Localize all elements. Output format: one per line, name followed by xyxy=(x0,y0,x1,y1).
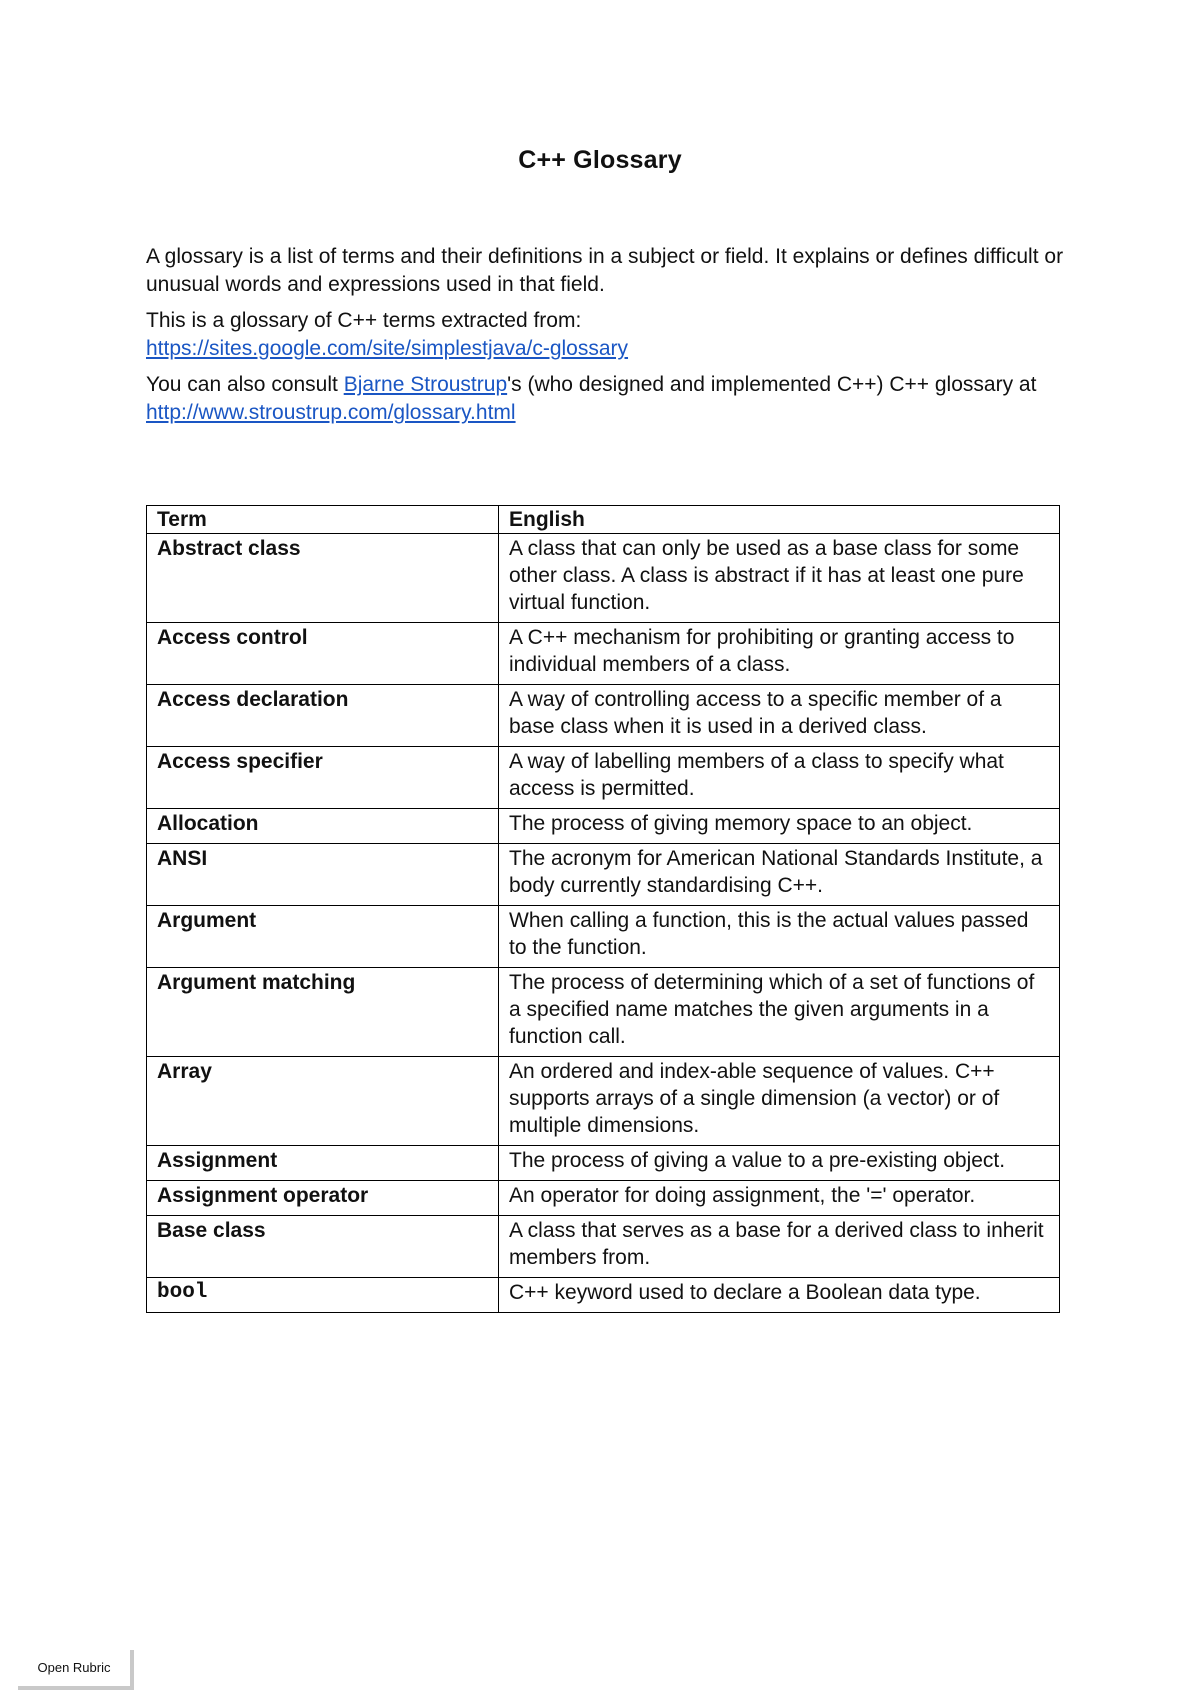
table-row xyxy=(147,1146,1060,1181)
intro-paragraph-source xyxy=(146,307,1066,363)
consult-text-middle: 's (who designed and implemented C++) C++ glossary at xyxy=(507,373,1037,396)
definition-cell: A class that can only be used as a base class for some other class. A class is abstract if it has at least one pure virtual function. xyxy=(499,534,1060,623)
definition-cell: A C++ mechanism for prohibiting or granting access to individual members of a class. xyxy=(499,623,1060,685)
table-row xyxy=(147,968,1060,1057)
table-row xyxy=(147,747,1060,809)
table-row xyxy=(147,1057,1060,1146)
definition-cell: An ordered and index-able sequence of values. C++ supports arrays of a single dimension (a vector) or of multiple dimensions. xyxy=(499,1057,1060,1146)
term-cell: Access specifier xyxy=(147,747,499,809)
intro-paragraph-consult xyxy=(146,371,1066,427)
definition-cell: A way of controlling access to a specific member of a base class when it is used in a derived class. xyxy=(499,685,1060,747)
table-row xyxy=(147,534,1060,623)
open-rubric-button[interactable]: Open Rubric xyxy=(18,1650,134,1690)
table-row xyxy=(147,1278,1060,1313)
term-cell: Allocation xyxy=(147,809,499,844)
glossary-body xyxy=(147,534,1060,1313)
table-header-row xyxy=(147,506,1060,534)
header-term: Term xyxy=(147,506,499,534)
definition-cell: An operator for doing assignment, the '=' operator. xyxy=(499,1181,1060,1216)
term-cell: ANSI xyxy=(147,844,499,906)
definition-cell: The process of determining which of a set of functions of a specified name matches the given arguments in a function call. xyxy=(499,968,1060,1057)
term-cell: Access control xyxy=(147,623,499,685)
table-row xyxy=(147,685,1060,747)
definition-cell: C++ keyword used to declare a Boolean data type. xyxy=(499,1278,1060,1313)
definition-cell: The process of giving memory space to an object. xyxy=(499,809,1060,844)
table-row xyxy=(147,1181,1060,1216)
page-title: C++ Glossary xyxy=(518,146,682,174)
table-row xyxy=(147,844,1060,906)
intro-section xyxy=(146,243,1066,435)
definition-cell: A way of labelling members of a class to specify what access is permitted. xyxy=(499,747,1060,809)
term-cell: Array xyxy=(147,1057,499,1146)
table-row xyxy=(147,1216,1060,1278)
source-text: This is a glossary of C++ terms extracted from: xyxy=(146,309,582,332)
glossary-table xyxy=(146,505,1060,1313)
term-cell: Argument xyxy=(147,906,499,968)
header-english: English xyxy=(499,506,1060,534)
term-cell: Base class xyxy=(147,1216,499,1278)
stroustrup-link[interactable]: Bjarne Stroustrup xyxy=(343,373,508,396)
definition-cell: The acronym for American National Standards Institute, a body currently standardising C++. xyxy=(499,844,1060,906)
stroustrup-glossary-link[interactable]: http://www.stroustrup.com/glossary.html xyxy=(146,401,516,424)
term-cell: Argument matching xyxy=(147,968,499,1057)
definition-cell: When calling a function, this is the actual values passed to the function. xyxy=(499,906,1060,968)
term-cell: Access declaration xyxy=(147,685,499,747)
definition-cell: The process of giving a value to a pre-existing object. xyxy=(499,1146,1060,1181)
source-link[interactable]: https://sites.google.com/site/simplestjava/c-glossary xyxy=(146,337,629,360)
table-row xyxy=(147,809,1060,844)
table-row xyxy=(147,623,1060,685)
intro-paragraph-definition: A glossary is a list of terms and their definitions in a subject or field. It explains or defines difficult or unusual words and expressions used in that field. xyxy=(146,245,1064,296)
term-cell: Assignment operator xyxy=(147,1181,499,1216)
term-cell: Assignment xyxy=(147,1146,499,1181)
consult-text-before: You can also consult xyxy=(146,373,344,396)
term-cell: bool xyxy=(147,1278,499,1313)
term-cell: Abstract class xyxy=(147,534,499,623)
definition-cell: A class that serves as a base for a derived class to inherit members from. xyxy=(499,1216,1060,1278)
table-row xyxy=(147,906,1060,968)
